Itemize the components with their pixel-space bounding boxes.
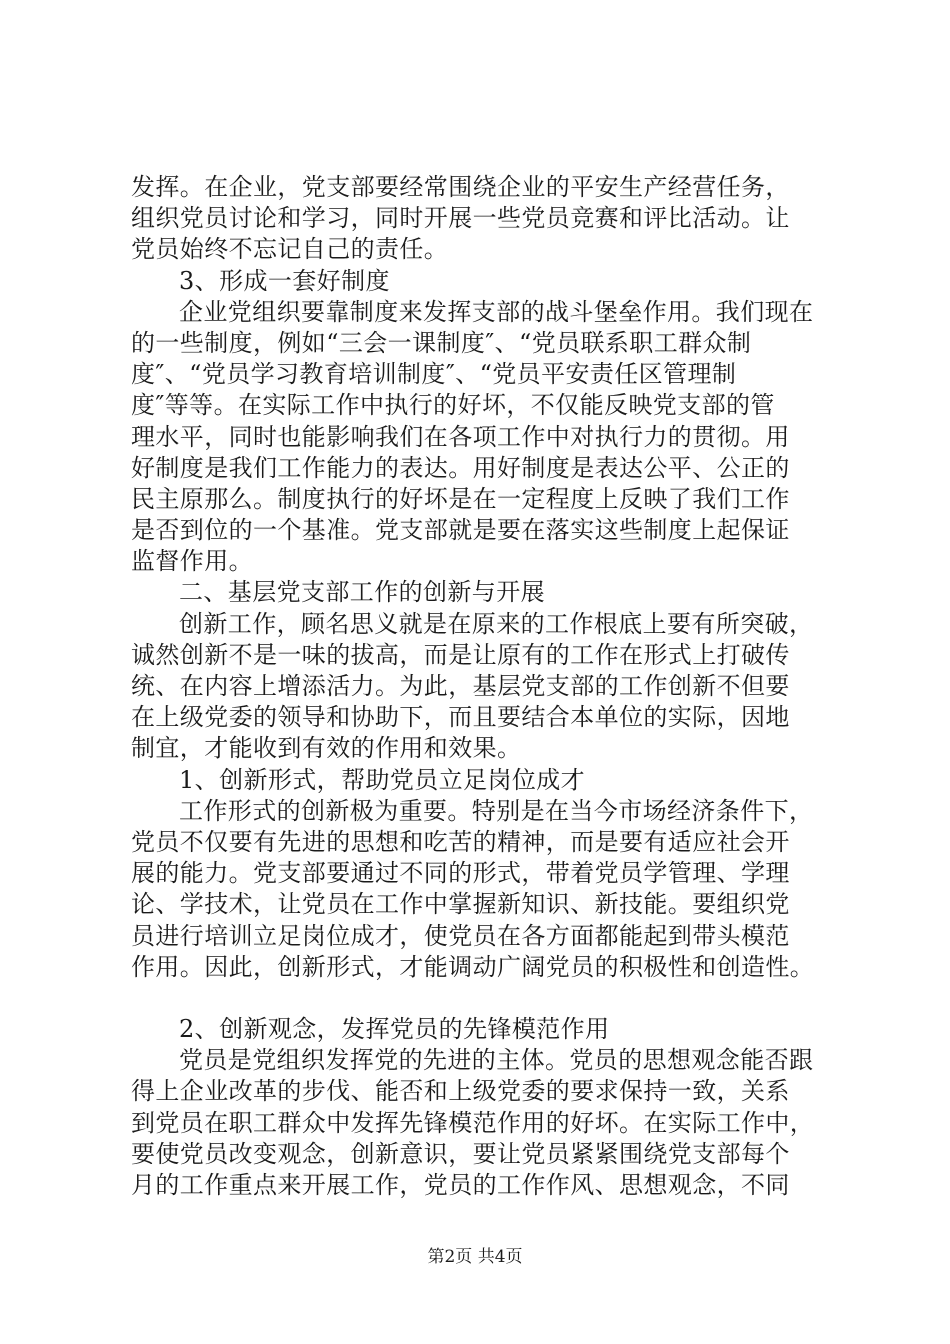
text-line: 度″等等。在实际工作中执行的好坏，不仅能反映党支部的管 [131,391,775,420]
text-line: 党员不仅要有先进的思想和吃苦的精神，而是要有适应社会开 [131,827,790,856]
text-line: 诚然创新不是一味的拔高，而是让原有的工作在形式上打破传 [131,640,790,669]
text-line: 月的工作重点来开展工作，党员的工作作风、思想观念，不同 [131,1171,790,1199]
text-line: 作用。因此，创新形式，才能调动广阔党员的积极性和创造性。 [131,952,815,981]
text-line: 3、形成一套好制度 [179,266,390,295]
text-line: 创新工作，顾名思义就是在原来的工作根底上要有所突破， [179,609,814,638]
text-line: 工作形式的创新极为重要。特别是在当今市场经济条件下， [179,796,814,825]
text-line: 度″、“党员学习教育培训制度″、“党员平安责任区管理制 [131,360,737,389]
text-line: 企业党组织要靠制度来发挥支部的战斗堡垒作用。我们现在 [179,297,814,326]
text-line: 理水平，同时也能影响我们在各项工作中对执行力的贯彻。用 [131,422,790,451]
text-line: 在上级党委的领导和协助下，而且要结合本单位的实际，因地 [131,703,790,732]
text-line: 组织党员讨论和学习，同时开展一些党员竞赛和评比活动。让 [131,204,790,233]
blank-line [131,983,851,1014]
text-line: 党员始终不忘记自己的责任。 [131,235,449,264]
text-line: 民主原那么。制度执行的好坏是在一定程度上反映了我们工作 [131,484,790,513]
text-line: 党员是党组织发挥党的先进的主体。党员的思想观念能否跟 [179,1046,814,1075]
text-line: 统、在内容上增添活力。为此，基层党支部的工作创新不但要 [131,672,790,700]
document-body [131,172,851,1201]
text-line: 论、学技术，让党员在工作中掌握新知识、新技能。要组织党 [131,890,790,919]
text-line: 发挥。在企业，党支部要经常围绕企业的平安生产经营任务， [131,173,790,201]
text-line: 要使党员改变观念，创新意识，要让党员紧紧围绕党支部每个 [131,1139,790,1168]
text-line: 好制度是我们工作能力的表达。用好制度是表达公平、公正的 [131,453,790,482]
text-line: 制宜，才能收到有效的作用和效果。 [131,734,522,763]
text-line: 展的能力。党支部要通过不同的形式，带着党员学管理、学理 [131,859,790,888]
text-line: 的一些制度，例如“三会一课制度″、“党员联系职工群众制 [131,328,752,357]
text-line: 2、创新观念，发挥党员的先锋模范作用 [179,1015,610,1044]
text-line: 监督作用。 [131,547,253,576]
text-line: 到党员在职工群众中发挥先锋模范作用的好坏。在实际工作中， [131,1108,815,1137]
text-line: 二、基层党支部工作的创新与开展 [179,578,545,607]
text-line: 是否到位的一个基准。党支部就是要在落实这些制度上起保证 [131,516,790,545]
text-line: 1、创新形式，帮助党员立足岗位成才 [179,765,586,794]
page-number: 第2页 共4页 [427,1247,523,1267]
text-line: 得上企业改革的步伐、能否和上级党委的要求保持一致，关系 [131,1077,790,1106]
page-footer [0,1246,950,1268]
text-line: 员进行培训立足岗位成才，使党员在各方面都能起到带头模范 [131,921,790,950]
